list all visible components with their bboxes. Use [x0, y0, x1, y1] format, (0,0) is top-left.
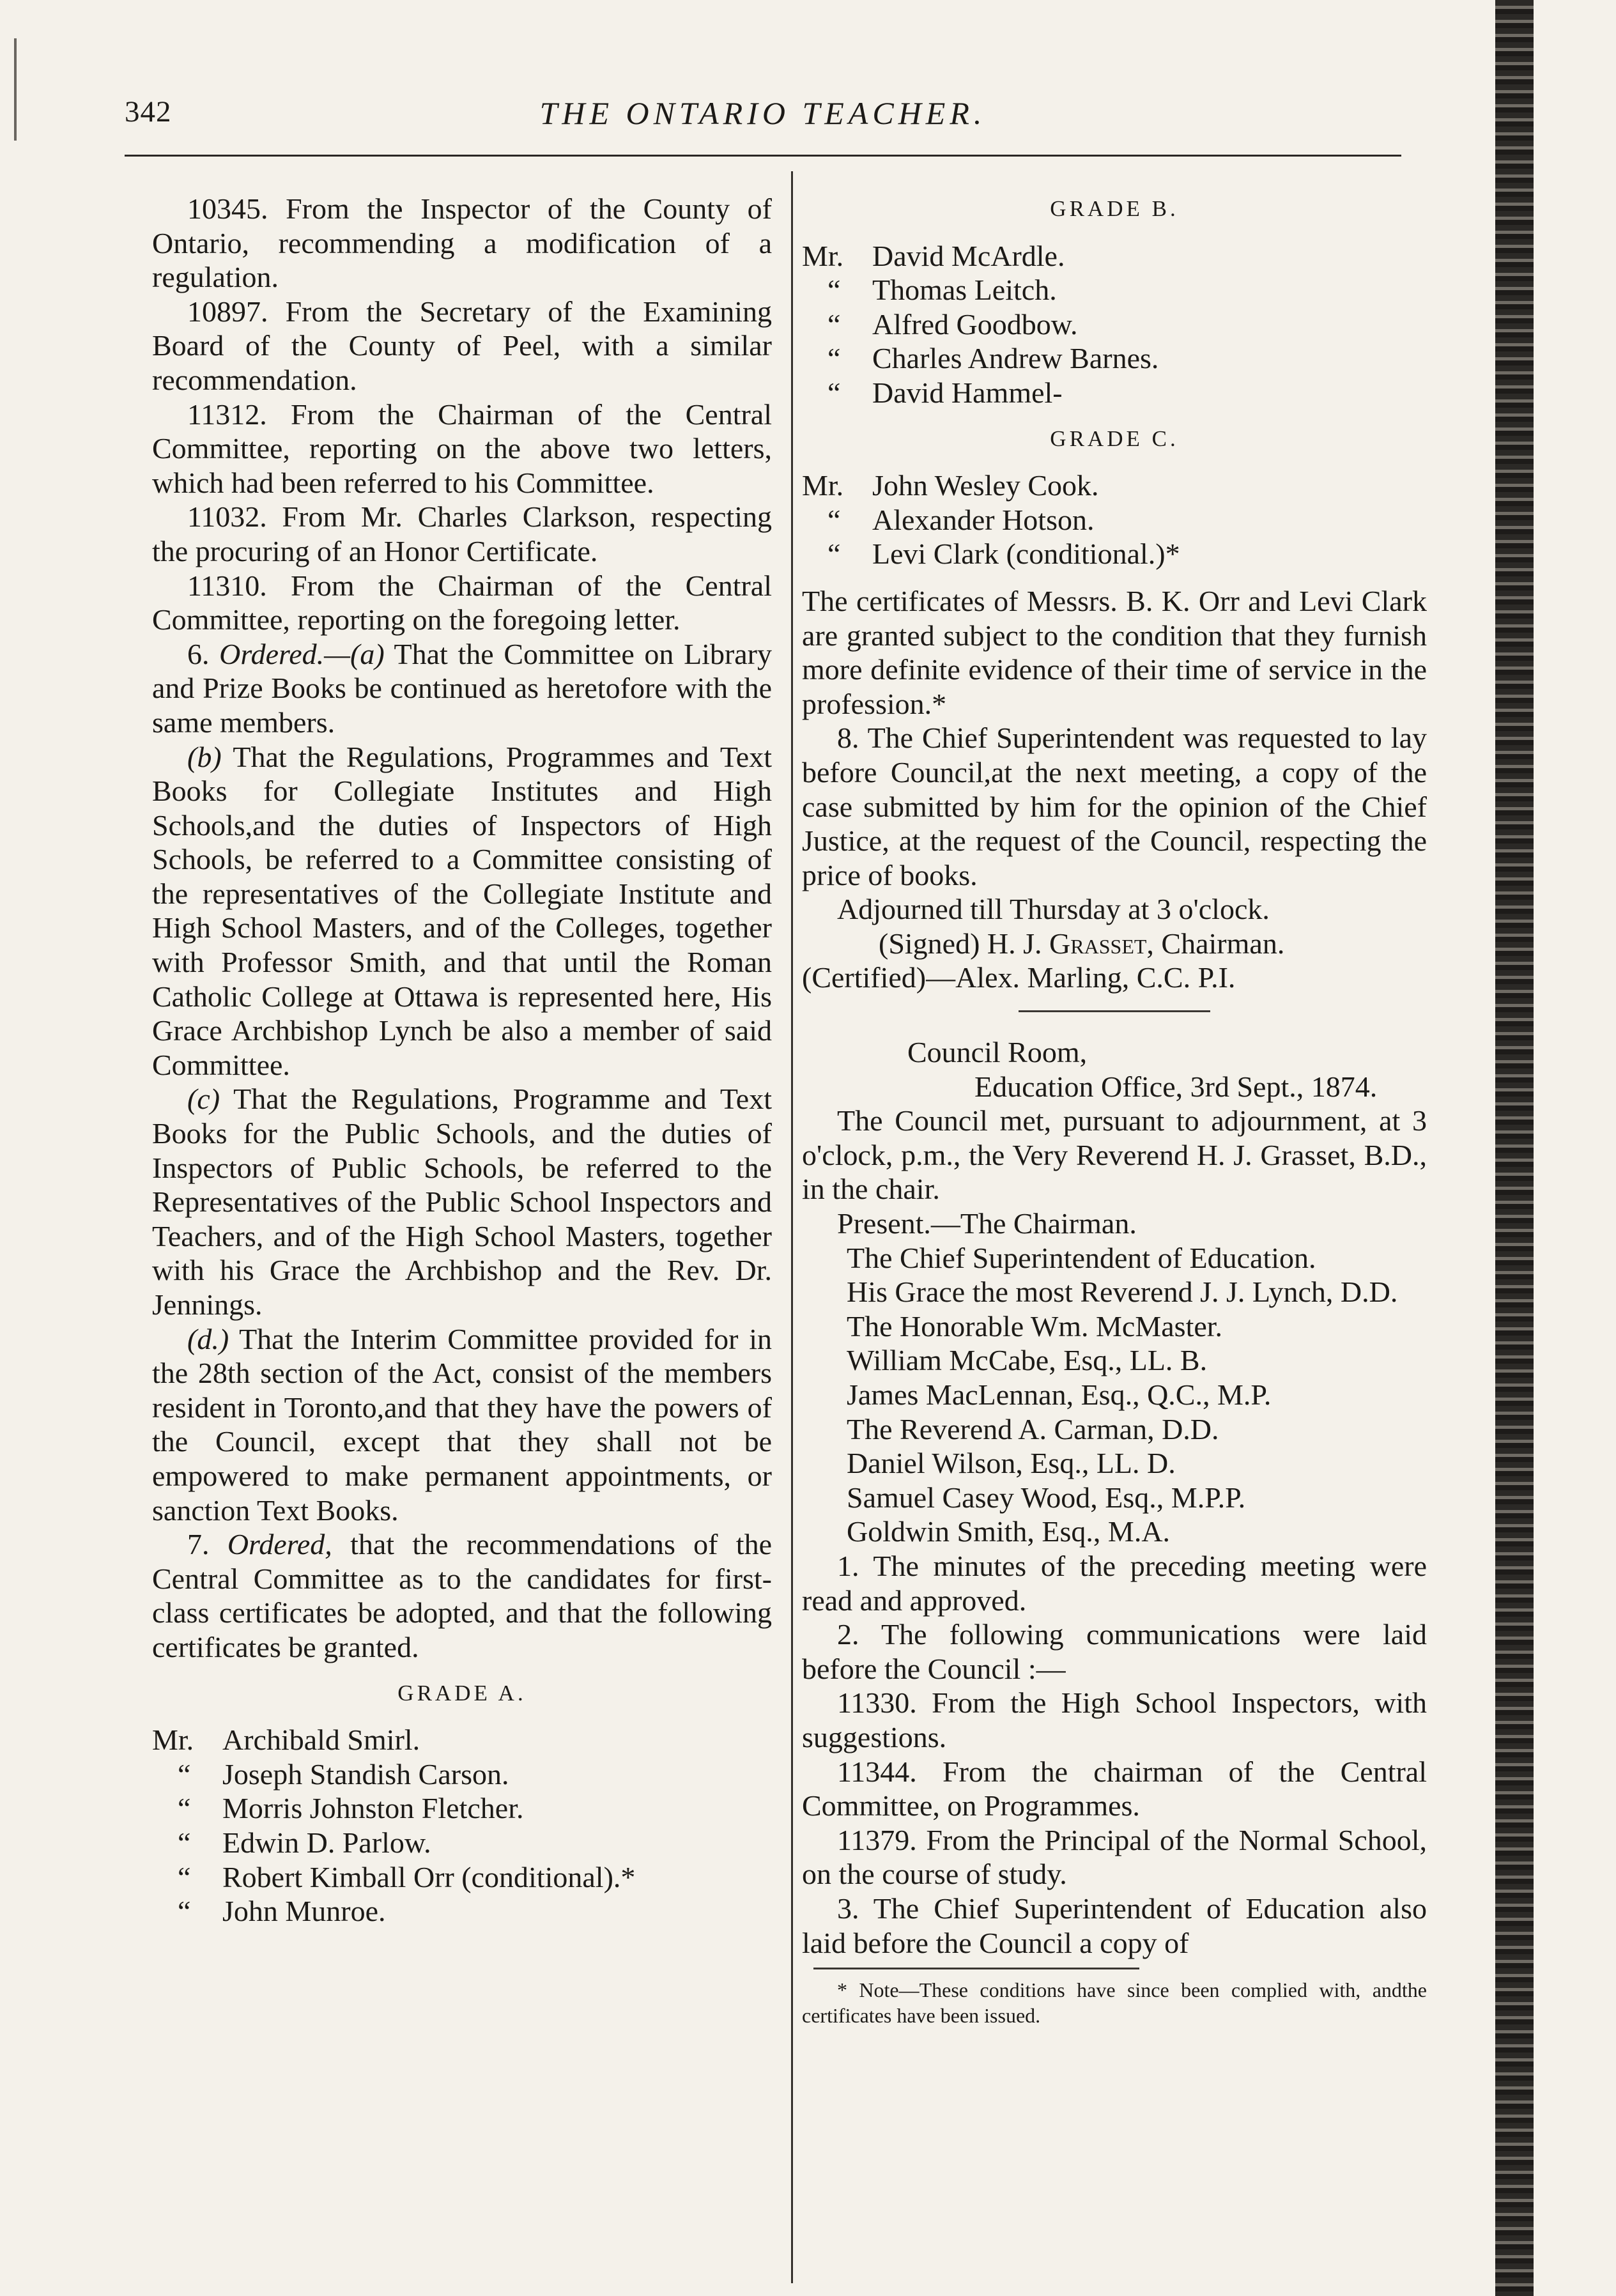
grade-a-heading: GRADE A.: [397, 1680, 527, 1706]
grade-b-heading: GRADE B.: [1050, 196, 1179, 221]
footnote-rule: [813, 1968, 1139, 1969]
order-7: [152, 1527, 772, 1664]
order-7-ordered: Ordered,: [227, 1528, 332, 1561]
order-6a-text: That the Committee on Library and Prize Books be continued as heretofore with the same members.: [152, 637, 773, 739]
grade-c-list: [802, 468, 1427, 571]
present-list: [802, 1241, 1427, 1549]
footnote: * Note—These conditions have since been complied with, andthe certificates have been issued.: [802, 1978, 1427, 2028]
running-title: THE ONTARIO TEACHER.: [539, 95, 987, 131]
address-line-1: Council Room,: [907, 1036, 1088, 1069]
order-6-number: 6.: [187, 637, 210, 670]
present-label: Present.—The Chairman.: [837, 1207, 1137, 1240]
order-6d-label: (d.): [187, 1322, 229, 1355]
order-6b-label: (b): [187, 740, 222, 773]
list-item: “ Levi Clark (conditional.)*: [827, 537, 1180, 571]
meeting-text: The Council met, pursuant to adjournment, at 3 o'clock, p.m., the Very Reverend H. J. Grasset, B.D., in the chair.: [802, 1104, 1427, 1206]
list-item: “ Joseph Standish Carson.: [178, 1757, 509, 1791]
left-column: [152, 192, 772, 1929]
list-item: “ Thomas Leitch.: [827, 274, 1057, 307]
order-6d-text: That the Interim Committee provided for in the 28th section of the Act, consist of the members resident in Toronto,and that they have the powers of the Council, except that they shall not be empowered to make permanent appointments, or sanction Text Books.: [152, 1322, 772, 1527]
list-item: “ John Munroe.: [178, 1895, 386, 1928]
list-item: Mr. Archibald Smirl.: [152, 1723, 420, 1757]
certified-line: (Certified)—Alex. Marling, C.C. P.I.: [802, 961, 1236, 994]
list-item: “ Morris Johnston Fletcher.: [178, 1792, 524, 1825]
address-line-2: Education Office, 3rd Sept., 1874.: [974, 1070, 1378, 1103]
communication-11310: 11310. From the Chairman of the Central Committee, reporting on the foregoing letter.: [152, 569, 772, 636]
list-item: “ Alfred Goodbow.: [827, 307, 1078, 341]
list-item: “ Robert Kimball Orr (conditional).*: [178, 1860, 636, 1893]
scan-edge-decoration: [1495, 0, 1534, 2296]
order-6a-label: —(a): [324, 637, 385, 670]
order-6b: [152, 740, 772, 1083]
list-item: Mr. John Wesley Cook.: [802, 469, 1099, 502]
column-divider: [791, 171, 793, 2283]
list-item: James MacLennan, Esq., Q.C., M.P.: [847, 1378, 1272, 1411]
list-item: Samuel Casey Wood, Esq., M.P.P.: [847, 1481, 1246, 1514]
signed-line: (Signed) H. J. Grasset, Chairman.: [879, 927, 1285, 960]
order-7-text: that the recommendations of the Central Committee as to the candidates for first-class certificates be adopted, and that the following certificates be granted.: [152, 1528, 773, 1663]
order-6b-text: That the Regulations, Programmes and Text Books for Collegiate Institutes and High Schools,and the duties of Inspectors of High Schools, be referred to a Committee consisting of the representatives of the Collegiate Institute and High School Masters, and of the Colleges, together with Professor Smith, and that until the Roman Catholic College at Ottawa is represented here, His Grace Archbishop Lynch be also a member of said Committee.: [152, 740, 772, 1081]
communication-11330: 11330. From the High School Inspectors, with suggestions.: [802, 1686, 1427, 1753]
communication-11312: 11312. From the Chairman of the Central Committee, reporting on the above two letters, which had been referred to his Committee.: [152, 397, 772, 499]
grade-b-list: [802, 239, 1427, 410]
communication-11379: 11379. From the Principal of the Normal School, on the course of study.: [802, 1823, 1427, 1891]
list-item: “ Edwin D. Parlow.: [178, 1826, 431, 1859]
order-6c-text: That the Regulations, Programme and Text Books for the Public Schools, and the duties of Inspectors of Public Schools, be referred to the Representatives of the Public School Inspectors and Teachers, and of the High School Masters, together with his Grace the Archbishop and the Rev. Dr. Jennings.: [152, 1083, 772, 1321]
minutes-item-1: 1. The minutes of the preceding meeting were read and approved.: [802, 1549, 1427, 1617]
order-6a: [152, 637, 772, 740]
communication-10345: 10345. From the Inspector of the County of Ontario, recommending a modification of a regulation.: [152, 192, 772, 294]
list-item: Daniel Wilson, Esq., LL. D.: [847, 1447, 1176, 1480]
grade-c-heading: GRADE C.: [1050, 426, 1179, 451]
list-item: His Grace the most Reverend J. J. Lynch, D.D.: [847, 1275, 1398, 1309]
list-item: The Reverend A. Carman, D.D.: [847, 1412, 1219, 1445]
communication-11344: 11344. From the chairman of the Central Committee, on Programmes.: [802, 1755, 1427, 1822]
communication-10897: 10897. From the Secretary of the Examining Board of the County of Peel, with a similar recommendation.: [152, 295, 772, 396]
section-separator: [1019, 1010, 1210, 1012]
order-6-ordered: Ordered.: [219, 637, 325, 670]
header-rule: [125, 155, 1401, 157]
communication-11032: 11032. From Mr. Charles Clarkson, respecting the procuring of an Honor Certificate.: [152, 500, 772, 567]
order-6c: [152, 1082, 772, 1321]
item-8: 8. The Chief Superintendent was requested to lay before Council,at the next meeting, a copy of the case submitted by him for the opinion of the Chief Justice, at the request of the Council, respecting the price of books.: [802, 721, 1427, 891]
list-item: The Chief Superintendent of Education.: [847, 1241, 1316, 1274]
adjourned-line: Adjourned till Thursday at 3 o'clock.: [837, 893, 1270, 926]
right-column: [802, 192, 1427, 2028]
scan-margin-mark: [14, 38, 17, 141]
page-header: [125, 95, 1401, 146]
list-item: Mr. David McArdle.: [802, 239, 1065, 272]
page-number: 342: [125, 95, 172, 128]
item-3: 3. The Chief Superintendent of Education also laid before the Council a copy of: [802, 1892, 1427, 1959]
order-6d: [152, 1322, 772, 1528]
communications-item-2: 2. The following communications were laid before the Council :—: [802, 1618, 1427, 1685]
list-item: William McCabe, Esq., LL. B.: [847, 1344, 1208, 1377]
list-item: Goldwin Smith, Esq., M.A.: [847, 1515, 1171, 1548]
list-item: “ Alexander Hotson.: [827, 503, 1095, 536]
list-item: “ David Hammel-: [827, 376, 1063, 409]
order-7-number: 7.: [187, 1528, 210, 1561]
order-6c-label: (c): [187, 1083, 220, 1116]
signer-name: Grasset: [1049, 927, 1147, 960]
certificates-note: The certificates of Messrs. B. K. Orr and Levi Clark are granted subject to the condition that they furnish more definite evidence of their time of service in the profession.*: [802, 584, 1427, 720]
list-item: The Honorable Wm. McMaster.: [847, 1309, 1223, 1343]
grade-a-list: [152, 1723, 772, 1929]
list-item: “ Charles Andrew Barnes.: [827, 342, 1159, 375]
